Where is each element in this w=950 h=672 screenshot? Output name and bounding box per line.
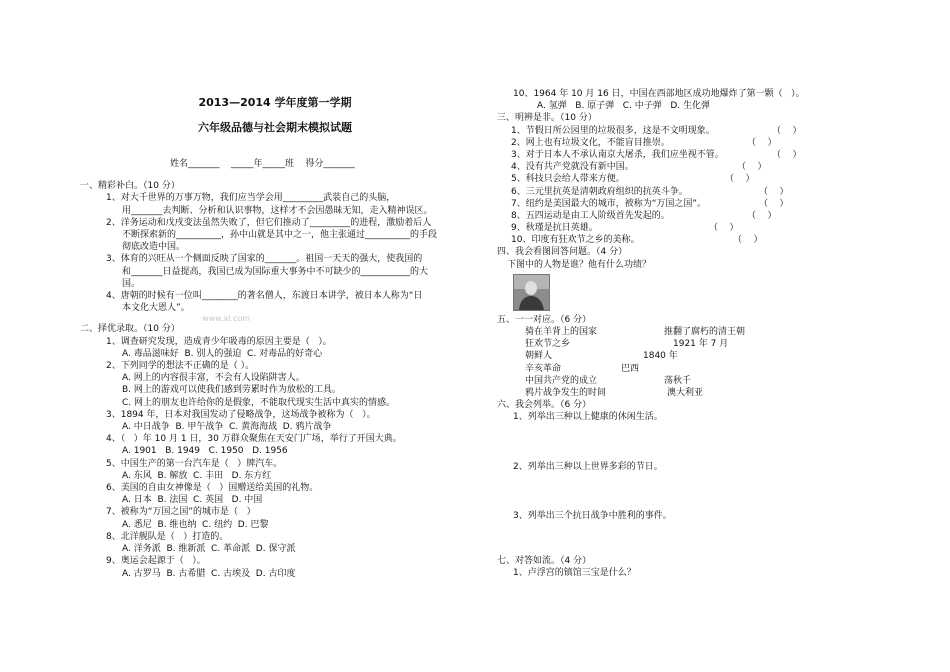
s3-statement-text: 10、印度有狂欢节之乡的美称。 — [511, 235, 640, 246]
s5-right-item: 巴西 — [621, 363, 640, 374]
s2-q10-options: A. 氢弹 B. 原子弹 C. 中子弹 D. 生化弹 — [537, 101, 711, 112]
s5-match-row — [497, 375, 877, 387]
s5-match-row — [497, 350, 877, 362]
s3-statement-text: 2、网上也有垃圾文化，不能盲目推崇。 — [511, 137, 670, 148]
s3-statement — [497, 222, 877, 234]
s2-q9: 9、奥运会起源于（ ）。 — [106, 556, 206, 567]
s3-answer-mark[interactable]: （ ） — [725, 174, 755, 185]
student-info-line: 姓名_______ _____年_____班 得分_______ — [170, 159, 355, 169]
s3-answer-mark[interactable]: （ ） — [759, 198, 789, 209]
section-6-heading: 六、我会列举。（6 分） — [497, 400, 592, 411]
s1-q2-line1: 2、洋务运动和戊戌变法虽然失败了，但它们推动了_________的进程，激励着后人 — [106, 217, 432, 228]
s2-q8: 8、北洋舰队是（ ）打造的。 — [106, 531, 229, 542]
s5-match-row — [497, 338, 877, 350]
s6-q2-answer-space[interactable] — [497, 473, 877, 510]
s1-q3-line3: 国。 — [122, 278, 141, 289]
s6-q3-answer-space[interactable] — [497, 522, 877, 555]
s5-right-item: 澳大利亚 — [667, 388, 704, 399]
s3-statement-text: 1、节假日所公园里的垃圾很多，这是不文明现象。 — [511, 125, 715, 136]
s1-q4-line2: 本文化大恩人”。 — [122, 303, 190, 314]
s3-statement-text: 5、科技只会给人带来方便。 — [511, 174, 625, 185]
s3-statement-text: 7、纽约是美国最大的城市，被称为“万国之国”。 — [511, 198, 707, 209]
s6-q3: 3、列举出三个抗日战争中胜利的事件。 — [513, 510, 672, 521]
s5-match-list — [497, 326, 877, 399]
s3-statement — [497, 137, 877, 149]
s3-statement-text: 6、三元里抗英是清朝政府组织的抗英斗争。 — [511, 186, 688, 197]
s2-q3-options: A. 中日战争 B. 甲午战争 C. 黄海海战 D. 鸦片战争 — [122, 422, 332, 433]
s7-q1: 1、卢浮宫的镇馆三宝是什么？ — [513, 568, 636, 579]
section-5-heading: 五、一一对应。（6 分） — [497, 314, 592, 325]
s5-left-item: 朝鲜人 — [525, 351, 553, 362]
s5-match-row — [497, 326, 877, 338]
exam-title-year: 2013—2014 学年度第一学期 — [198, 96, 352, 109]
s1-q2-line2: 不断探索新的__________，孙中山就是其中之一，他主张通过__________的手段 — [122, 230, 438, 241]
s6-q1-answer-space[interactable] — [497, 424, 877, 461]
s2-q4: 4、（ ）年 10 月 1 日，30 万群众聚焦在天安门广场，举行了开国大典。 — [106, 434, 402, 445]
s2-q10: 10、1964 年 10 月 16 日，中国在西部地区成功地爆炸了第一颗（ ）。 — [513, 89, 805, 99]
s2-q9-options: A. 古罗马 B. 古希腊 C. 古埃及 D. 古印度 — [122, 568, 296, 579]
watermark-text: www.xl.com — [202, 314, 251, 324]
exam-title-subject: 六年级品德与社会期末模拟试题 — [198, 121, 352, 134]
s2-q2-option-a: A. 网上的内容很丰富，不会有人设陷阱害人。 — [122, 373, 305, 384]
s3-answer-mark[interactable]: （ ） — [759, 186, 789, 197]
s3-statement — [497, 198, 877, 210]
s3-answer-mark[interactable]: （ ） — [772, 149, 802, 160]
s2-q8-options: A. 洋务派 B. 维新派 C. 革命派 D. 保守派 — [122, 544, 296, 555]
s3-statement — [497, 234, 877, 246]
s1-q2-line3: 彻底改造中国。 — [122, 242, 186, 253]
s3-answer-mark[interactable]: （ ） — [747, 137, 777, 148]
s3-answer-mark[interactable]: （ ） — [772, 125, 802, 136]
s2-q5: 5、中国生产的第一台汽车是（ ）牌汽车。 — [106, 458, 283, 469]
section-3-heading: 三、明辨是非。（10 分） — [497, 113, 597, 124]
s1-q1-line2: 用_______去判断、分析和认识事物，这样才不会因愚昧无知，走入精神误区。 — [122, 205, 433, 216]
s5-right-item: 推翻了腐朽的清王朝 — [664, 327, 746, 338]
s2-q3: 3、1894 年，日本对我国发动了侵略战争，这场战争被称为（ ）。 — [106, 409, 376, 420]
s5-match-row — [497, 363, 877, 375]
s3-statement — [497, 186, 877, 198]
s3-statement — [497, 125, 877, 137]
s5-left-item: 骑在羊背上的国家 — [525, 327, 598, 338]
s3-statement — [497, 173, 877, 185]
s5-right-item: 荡秋千 — [664, 375, 692, 386]
s3-statement-text: 8、五四运动是由工人阶级首先发起的。 — [511, 210, 670, 221]
section-2-heading: 二、择优录取。（10 分） — [80, 324, 180, 335]
s2-q2-option-b: B. 网上的游戏可以使我们感到劳累时作为放松的工具。 — [122, 385, 341, 396]
portrait-photo — [513, 274, 550, 311]
section-7-heading: 七、对答如流。（4 分） — [497, 556, 592, 567]
s5-left-item: 狂欢节之乡 — [525, 339, 571, 350]
s3-statement — [497, 210, 877, 222]
s1-q3-line2: 和_______日益提高，我国已成为国际重大事务中不可缺少的___________的大 — [122, 266, 429, 277]
s2-q6: 6、美国的自由女神像是（ ）国赠送给美国的礼物。 — [106, 483, 319, 494]
s2-q1-options: A. 毒品滋味好 B. 别人的强迫 C. 对毒品的好奇心 — [122, 348, 323, 359]
s3-statement-text: 9、秋瑾是抗日英雄。 — [511, 223, 598, 234]
s3-statement — [497, 161, 877, 173]
section-4-heading: 四、我会看图回答问题。（4 分） — [497, 247, 628, 258]
s3-statement-text: 3、对于日本人不承认南京大屠杀，我们应坐视不管。 — [511, 149, 724, 160]
s5-right-item: 1921 年 7 月 — [673, 339, 729, 350]
s2-q4-options: A. 1901 B. 1949 C. 1950 D. 1956 — [122, 446, 288, 457]
s2-q2-option-c: C. 网上的朋友也许给你的是假象，不能取代现实生活中真实的情感。 — [122, 397, 396, 408]
s2-q1: 1、调查研究发现，造成青少年吸毒的原因主要是（ ）。 — [106, 336, 332, 347]
s4-question: 下图中的人物是谁？他有什么功绩？ — [507, 259, 652, 270]
s1-q3-line1: 3、体育的兴旺从一个侧面反映了国家的_______。祖国一天天的强大，使我国的 — [106, 254, 423, 265]
s5-left-item: 中国共产党的成立 — [525, 375, 598, 386]
s3-statement-text: 4、没有共产党就没有新中国。 — [511, 162, 634, 173]
s1-q1-line1: 1、对大千世界的万事万物，我们应当学会用_________武装自己的头脑， — [106, 193, 396, 204]
section-1-heading: 一、精彩补白。（10 分） — [80, 181, 180, 192]
s5-right-item: 1840 年 — [643, 351, 678, 362]
left-column — [80, 88, 480, 580]
s5-left-item: 鸦片战争发生的时间 — [525, 388, 607, 399]
s3-answer-mark[interactable]: （ ） — [747, 210, 777, 221]
s2-q5-options: A. 东风 B. 解放 C. 丰田 D. 东方红 — [122, 470, 272, 481]
s3-statement — [497, 149, 877, 161]
right-column — [497, 88, 877, 579]
s2-q7: 7、被称为“万国之国”的城市是（ ） — [106, 507, 256, 518]
s5-match-row — [497, 387, 877, 399]
s2-q6-options: A. 日本 B. 法国 C. 英国 D. 中国 — [122, 495, 263, 506]
portrait-figure-icon — [514, 275, 549, 310]
s5-left-item: 辛亥革命 — [525, 363, 562, 374]
s1-q4-line1: 4、唐朝的时候有一位叫________的著名僧人，东渡日本讲学，被日本人称为“日 — [106, 291, 423, 302]
s3-answer-mark[interactable]: （ ） — [737, 162, 767, 173]
s3-statement-list — [497, 125, 877, 247]
s2-q2: 2、下列同学的想法不正确的是（ ）。 — [106, 361, 255, 372]
s3-answer-mark[interactable]: （ ） — [709, 223, 739, 234]
s6-q1: 1、列举出三种以上健康的休闲生活。 — [513, 412, 663, 423]
s3-answer-mark[interactable]: （ ） — [733, 235, 763, 246]
s2-q7-options: A. 悉尼 B. 维也纳 C. 纽约 D. 巴黎 — [122, 519, 269, 530]
s6-q2: 2、列举出三种以上世界多彩的节日。 — [513, 461, 663, 472]
